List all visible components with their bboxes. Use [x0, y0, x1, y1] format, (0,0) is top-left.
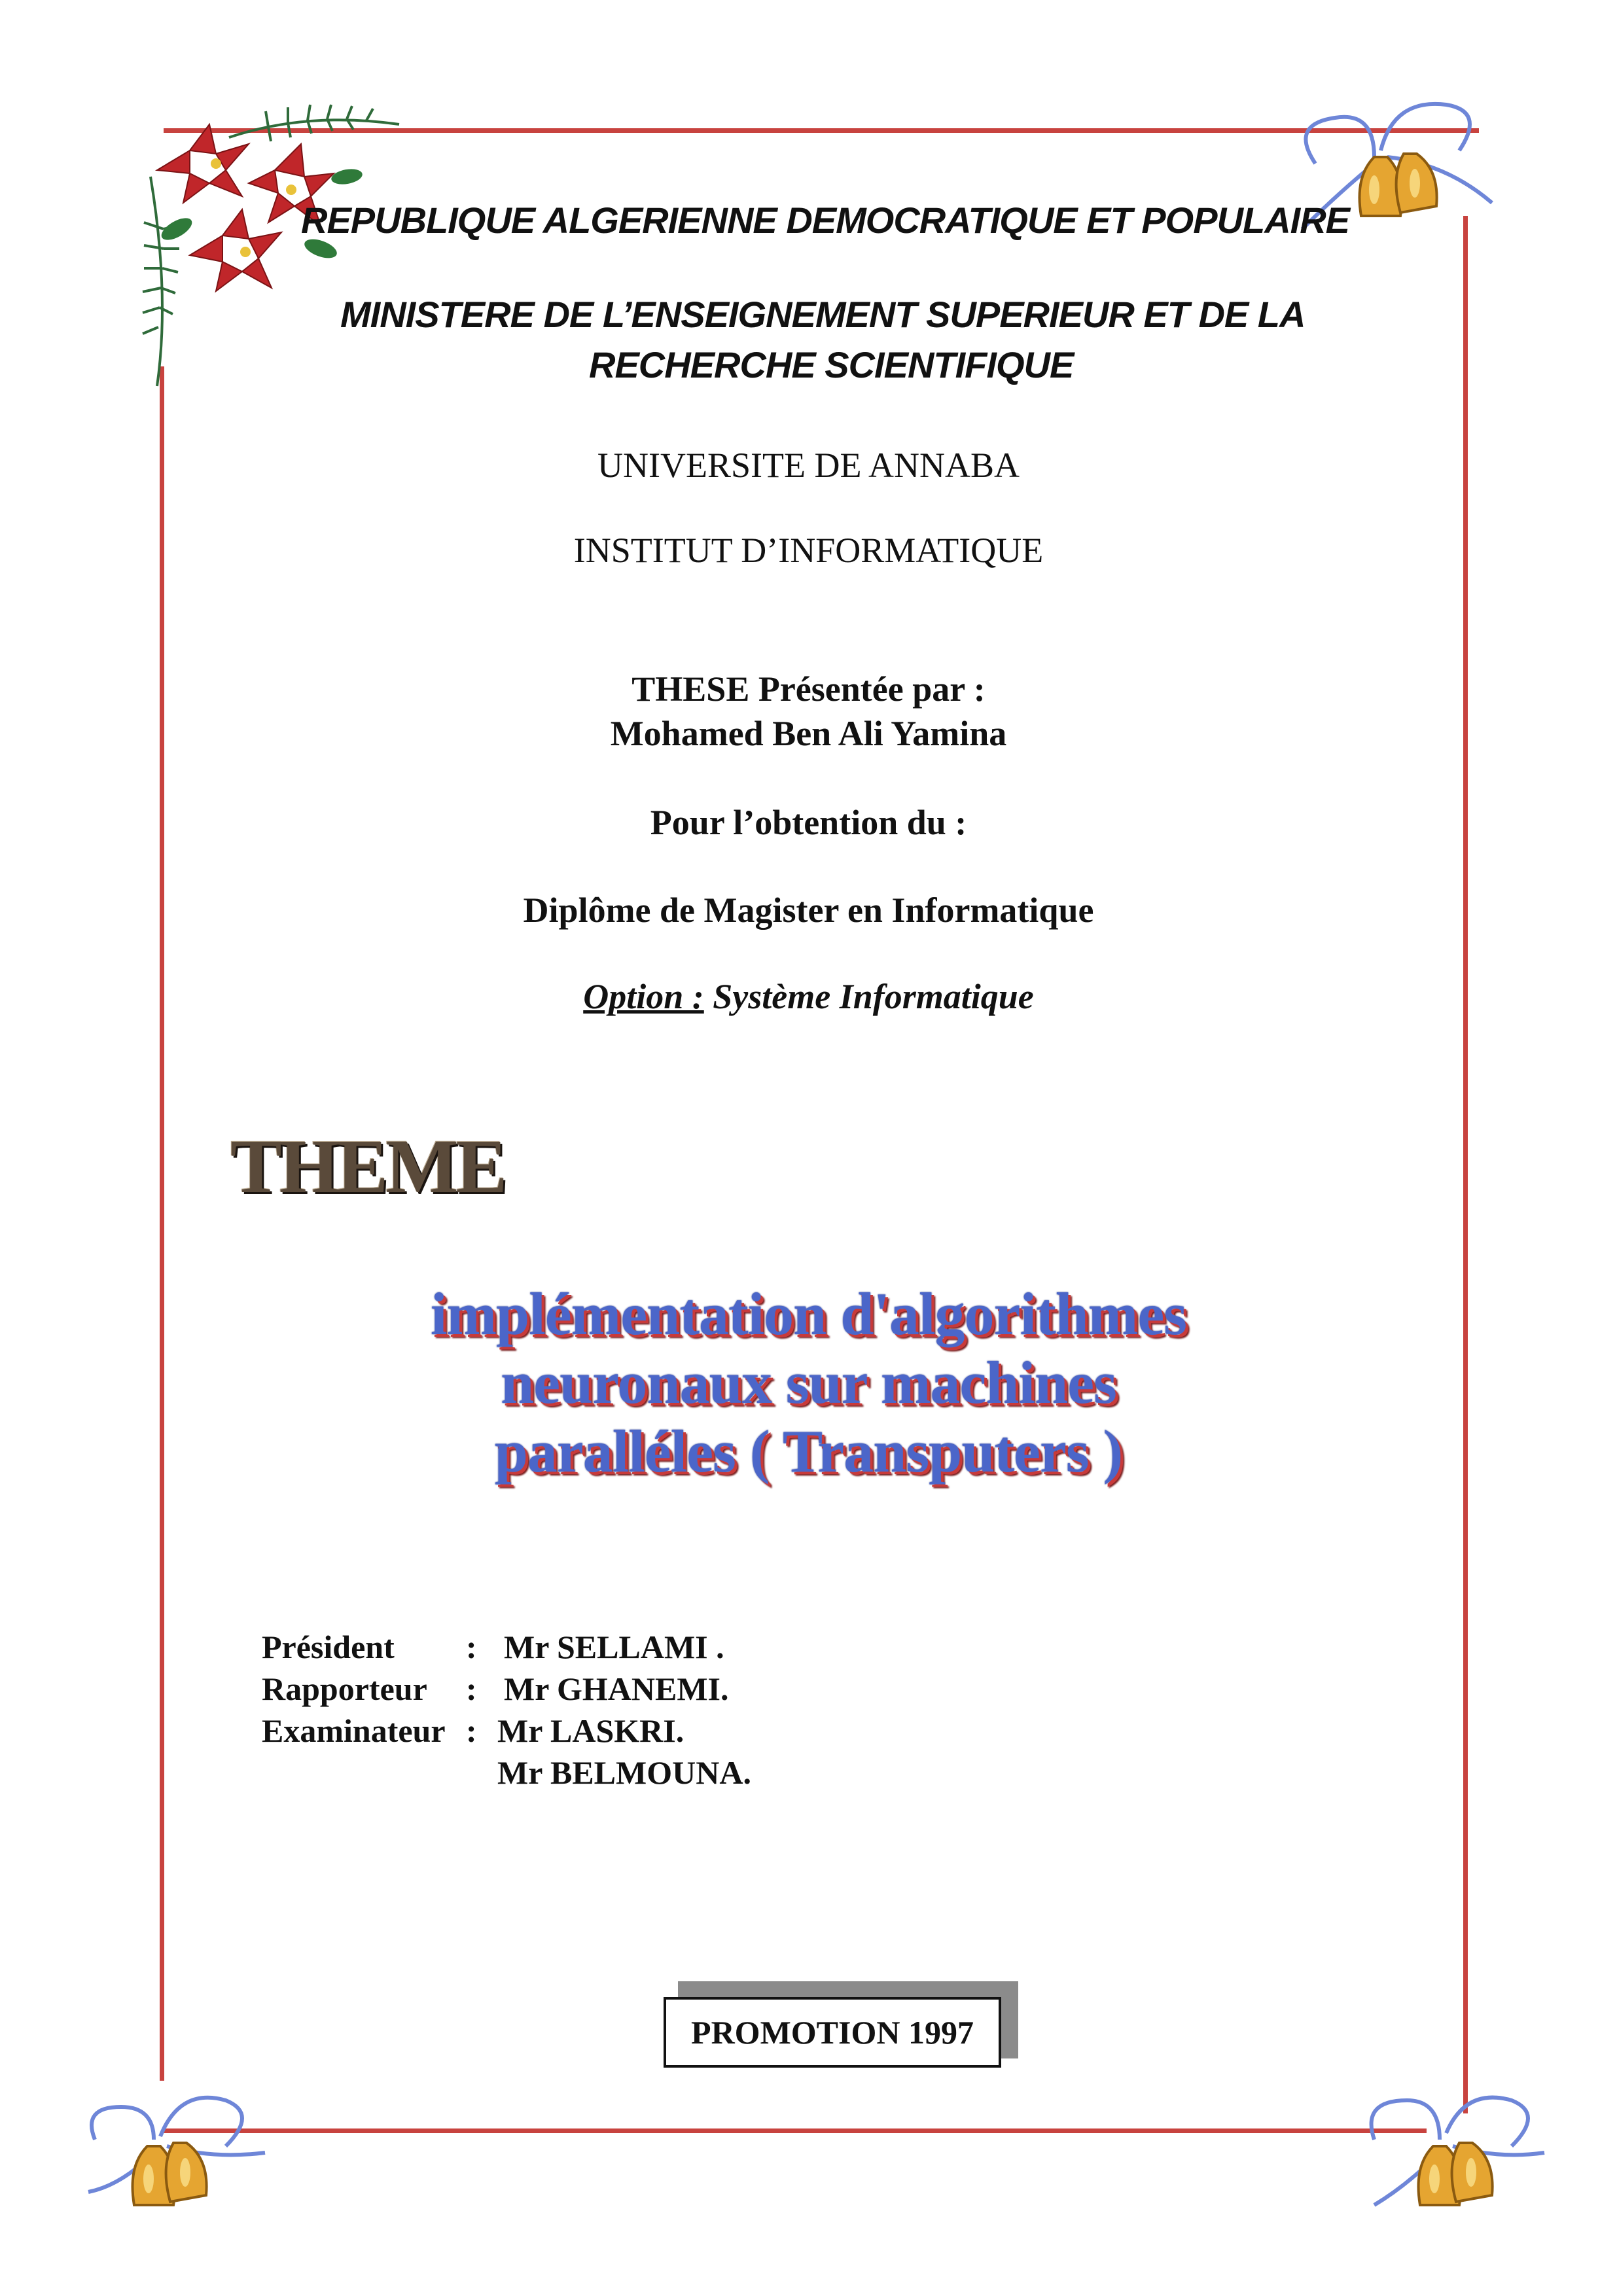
wedding-bells-icon — [1348, 2074, 1557, 2238]
option-label: Option : — [583, 977, 704, 1016]
thesis-title-line3: paralléles ( Transputers ) — [494, 1418, 1123, 1485]
thesis-presented-by: THESE Présentée par : — [631, 669, 986, 709]
author-name: Mohamed Ben Ali Yamina — [610, 714, 1007, 753]
ministere-heading-line2: RECHERCHE SCIENTIFIQUE — [589, 344, 1074, 385]
promotion-box: PROMOTION 1997 — [664, 1997, 1001, 2068]
ministere-heading-line1: MINISTERE DE L’ENSEIGNEMENT SUPERIEUR ET DE LA — [340, 294, 1306, 335]
thesis-title-line1: implémentation d'algorithmes — [430, 1280, 1187, 1347]
jury-separator: : — [466, 1629, 477, 1665]
thesis-title-line2: neuronaux sur machines — [501, 1349, 1116, 1416]
jury-separator: : — [466, 1712, 477, 1749]
university-name: UNIVERSITE DE ANNABA — [597, 446, 1020, 485]
obtention-label: Pour l’obtention du : — [650, 803, 967, 842]
jury-role: Rapporteur — [262, 1670, 427, 1707]
frame-bottom-border — [164, 2128, 1427, 2133]
theme-label: THEME — [230, 1123, 505, 1209]
option-line — [0, 976, 1617, 1017]
option-value: Système Informatique — [713, 977, 1034, 1016]
institute-name: INSTITUT D’INFORMATIQUE — [573, 531, 1044, 570]
jury-member-name: Mr SELLAMI . — [504, 1629, 724, 1665]
republique-heading: REPUBLIQUE ALGERIENNE DEMOCRATIQUE ET POPULAIRE — [301, 200, 1349, 241]
frame-left-border — [160, 366, 164, 2081]
diploma-name: Diplôme de Magister en Informatique — [523, 891, 1094, 930]
frame-right-border — [1463, 216, 1468, 2113]
jury-role: Examinateur — [262, 1712, 446, 1749]
jury-separator: : — [466, 1670, 477, 1707]
jury-member-name: Mr BELMOUNA. — [497, 1754, 751, 1791]
wedding-bells-icon — [69, 2081, 278, 2238]
poinsettia-icon — [111, 98, 406, 393]
jury-member-name: Mr LASKRI. — [497, 1712, 684, 1749]
jury-role: Président — [262, 1629, 395, 1665]
jury-member-name: Mr GHANEMI. — [504, 1670, 729, 1707]
